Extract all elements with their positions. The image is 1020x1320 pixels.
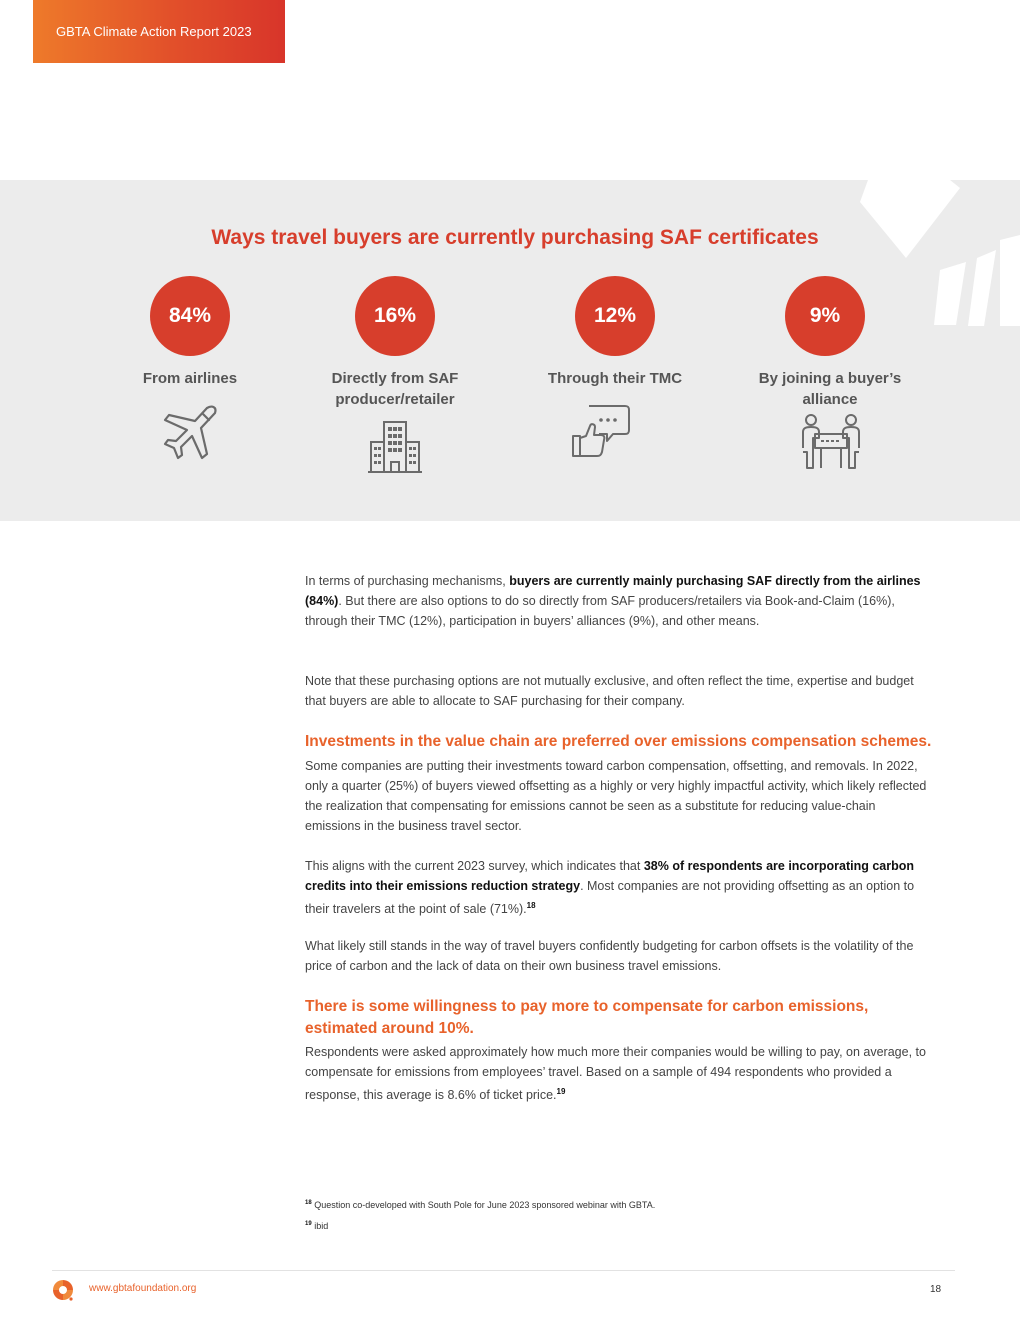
stat-label: By joining a buyer’s alliance [758,370,902,408]
stat-label: Directly from SAF producer/retailer [331,370,459,408]
paragraph-investments: Some companies are putting their investments toward carbon compensation, offsetting, and removals. In 2022, only a quarter (25%) of buyers viewed offsetting as a highly or very highly impactful activity, which likely reflected the realization that compensating for emissions cannot be seen as a substitute for reducing value-chain emissions in the business travel sector. [305,759,927,833]
report-title-tab: GBTA Climate Action Report 2023 [33,0,285,63]
airplane-icon [85,402,295,469]
page-number: 18 [930,1284,942,1295]
stat-label: Through their TMC [547,370,683,387]
infographic-panel [0,180,1020,521]
heading-willingness-to-pay: There is some willingness to pay more to compensate for carbon emissions, estimated around 10%. [305,998,869,1037]
gbta-logo-icon [51,1278,75,1302]
stat-value: 84% [150,276,230,356]
paragraph-not-exclusive: Note that these purchasing options are not mutually exclusive, and often reflect the time, expertise and budget that buyers are able to allocate to SAF purchasing for their company. [305,674,914,708]
paragraph-carbon-volatility: What likely still stands in the way of travel buyers confidently budgeting for carbon offsets is the volatility of the price of carbon and the lack of data on their own business travel emissions. [305,939,914,973]
stat-value: 9% [785,276,865,356]
infographic-title: Ways travel buyers are currently purchasing SAF certificates [211,226,819,249]
paragraph-willingness-details: Respondents were asked approximately how much more their companies would be willing to pay, on average, to compensate for emissions from employees’ travel. Based on a sample of 494 respondents who provided a response, this average is 8.6% of ticket price.$^{19}$ [305,1045,926,1103]
paragraph-survey-alignment: This aligns with the current 2023 survey, which indicates that 38% of respondents are incorporating carbon credits into their emissions reduction strategy. Most companies are not providing offsetting as an option to their travelers at the point of sale (71%).$^{18}$ [305,859,915,917]
footnote-18: $^{18}$ Question co-developed with South Pole for June 2023 sponsored webinar with GBTA. [305,1200,656,1210]
stat-label: From airlines [142,370,238,387]
stat-producer [290,276,500,410]
building-icon [290,418,500,481]
footer-divider [52,1270,955,1271]
stat-airlines [85,276,295,389]
paragraph-purchasing-mechanisms: In terms of purchasing mechanisms, buyers are currently mainly purchasing SAF directly from the airlines (84%). But there are also options to do so directly from SAF producers/retailers via Book-and-Claim (16%), through their TMC (12%), participation in buyers’ alliances (9%), and other means. [305,574,921,628]
chat-thumbs-up-icon [496,402,706,467]
footnote-19: $^{19}$ ibid [305,1221,329,1231]
footer-website-link[interactable]: www.gbtafoundation.org [89,1283,197,1294]
stat-value: 12% [575,276,655,356]
stat-alliance [720,276,930,410]
people-alliance-icon [726,412,936,477]
heading-value-chain: Investments in the value chain are preferred over emissions compensation schemes. [305,733,932,750]
stat-value: 16% [355,276,435,356]
stat-tmc [510,276,720,389]
